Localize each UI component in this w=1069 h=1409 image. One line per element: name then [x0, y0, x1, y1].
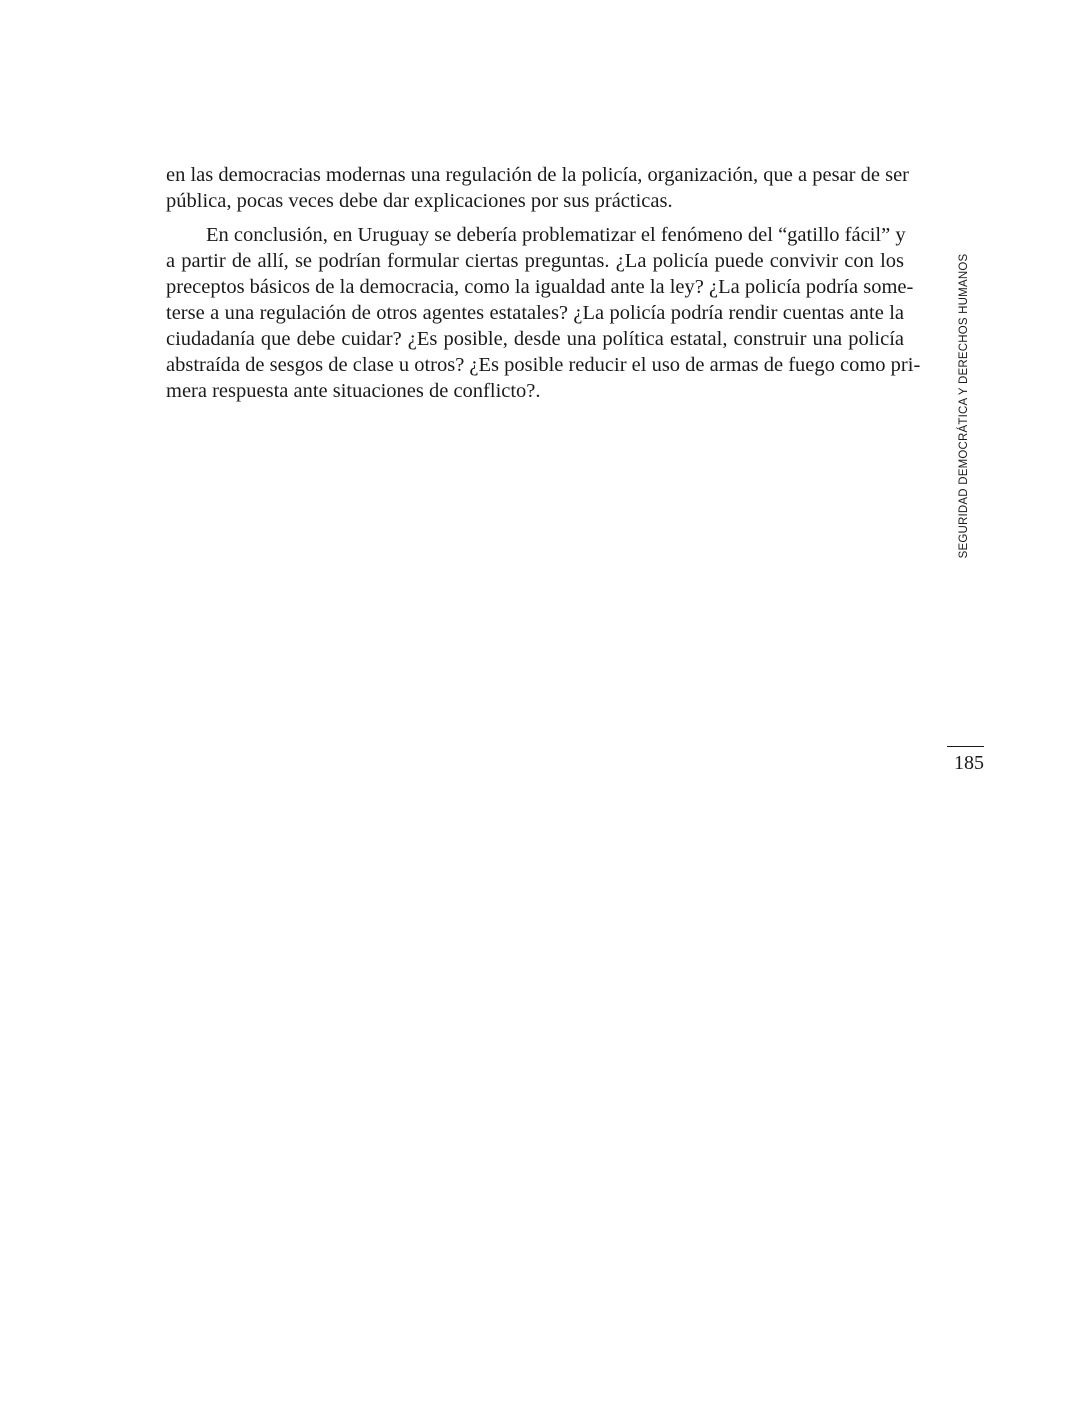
paragraph-line: en las democracias modernas una regulación de la policía, organización, que a pesar de ser [166, 164, 909, 186]
page-number: 185 [954, 752, 984, 774]
paragraph-line: ciudadanía que debe cuidar? ¿Es posible, desde una política estatal, construir una policía [166, 328, 904, 350]
paragraph-line: terse a una regulación de otros agentes estatales? ¿La policía podría rendir cuentas ante la [166, 302, 904, 324]
folio-rule [947, 746, 984, 747]
running-head-text: SEGURIDAD DEMOCRÁTICA Y DERECHOS HUMANOS [958, 253, 970, 559]
body-text [166, 162, 921, 404]
paragraph-line: En conclusión, en Uruguay se debería problematizar el fenómeno del “gatillo fácil” y [206, 224, 906, 246]
paragraph-line: mera respuesta ante situaciones de conflicto?. [166, 380, 541, 402]
paragraph-line: preceptos básicos de la democracia, como la igualdad ante la ley? ¿La policía podría some- [166, 276, 914, 298]
paragraph-line: abstraída de sesgos de clase u otros? ¿Es posible reducir el uso de armas de fuego como pri- [166, 354, 921, 376]
paragraph-2 [166, 222, 921, 404]
paragraph-1 [166, 162, 909, 214]
paragraph-line: a partir de allí, se podrían formular ciertas preguntas. ¿La policía puede convivir con los [166, 250, 904, 272]
paragraph-line: pública, pocas veces debe dar explicaciones por sus prácticas. [166, 190, 673, 212]
